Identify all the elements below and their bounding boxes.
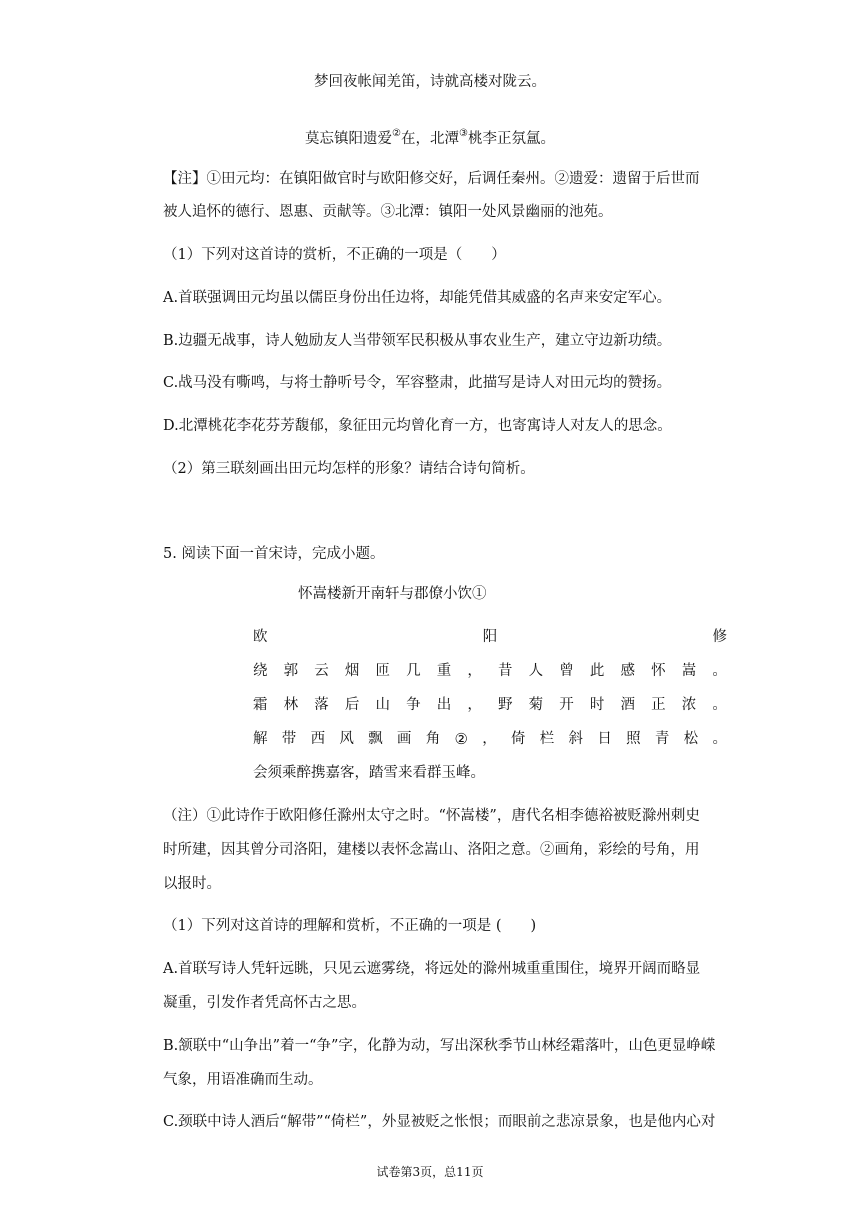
section5-option-b-line2: 气象，用语准确而生动。 [163,1072,323,1088]
author-char: 阳 [482,629,498,645]
poem-char: 栏 [539,731,555,747]
poem-char: 落 [314,697,329,713]
annotation-marker-2: ② [392,128,401,139]
author-char: 修 [712,629,727,645]
poem-char: 倚 [510,731,526,747]
question-1-option-c: C.战马没有嘶鸣，与将士静听号令，军容整肃，此描写是诗人对田元均的赞扬。 [163,375,672,391]
poem-char: 酒 [620,697,635,713]
poem-char: 匝 [375,663,390,679]
poem-char: 争 [406,697,421,713]
poem-char: 解 [253,731,268,747]
poem-char: 绕 [253,663,268,679]
poem-char: ， [482,731,497,747]
poem2-row3 [253,729,727,749]
poem-char: 几 [406,663,421,679]
question-1-option-b: B.边疆无战事，诗人勉励友人当带领军民积极从事农业生产，建立守边新功绩。 [163,333,672,349]
notes1-line2: 被人追怀的德行、恩惠、贡献等。③北潭：镇阳一处风景幽丽的池苑。 [163,204,613,220]
poem1-line3: 梦回夜帐闻羌笛，诗就高楼对陇云。 [314,74,546,90]
poem-char: 时 [589,697,605,713]
poem1-line4-text-c: 桃李正氛氲。 [467,131,555,147]
annotation-marker-3: ③ [459,128,468,139]
poem-char: 照 [626,731,641,747]
section5-option-b-line1: B.颔联中“山争出”着一“争”字，化静为动，写出深秋季节山林经霜落叶，山色更显峥嵘 [163,1038,716,1054]
poem-char: 风 [339,731,354,747]
poem-char: ， [467,663,482,679]
annotation-marker-2: ② [454,730,468,748]
poem-char: 西 [310,731,326,747]
notes2-line2: 时所建，因其曾分司洛阳，建楼以表怀念嵩山、洛阳之意。②画角，彩绘的号角，用 [163,842,700,858]
poem-char: 霜 [253,697,268,713]
poem2-author [253,627,727,647]
poem-char: 正 [651,697,666,713]
poem-char: 松 [683,731,699,747]
poem2-row1 [253,661,727,681]
question-1-option-d: D.北潭桃花李花芬芳馥郁，象征田元均曾化育一方，也寄寓诗人对友人的思念。 [163,418,672,434]
poem-char: 云 [314,663,329,679]
poem-char: 此 [589,663,605,679]
question-1-option-a: A.首联强调田元均虽以儒臣身份出任边将，却能凭借其威盛的名声来安定军心。 [163,290,672,306]
poem-char: 青 [654,731,670,747]
page-footer: 试卷第3页，总11页 [376,1165,484,1179]
poem-char: 郭 [283,663,299,679]
poem-char: 嵩 [681,663,697,679]
poem-char: 重 [436,663,452,679]
notes1-line1: 【注】①田元均：在镇阳做官时与欧阳修交好，后调任秦州。②遗爱：遗留于后世而 [163,171,700,187]
poem-char: ， [467,697,482,713]
section5-question-1-stem: （1）下列对这首诗的理解和赏析，不正确的一项是 ( ) [163,918,537,934]
notes2-line3: 以报时。 [163,876,221,892]
section5-option-a-line2: 凝重，引发作者凭高怀古之思。 [163,995,366,1011]
section5-option-a-line1: A.首联写诗人凭轩远眺，只见云遮雾绕，将远处的滁州城重重围住，境界开阔而略显 [163,961,701,977]
poem-char: 山 [375,697,390,713]
poem-char: 昔 [498,663,513,679]
section5-option-c-line1: C.颈联中诗人酒后“解带”“倚栏”，外显被贬之怅恨；而眼前之悲凉景象，也是他内心对 [163,1114,716,1130]
poem-char: 带 [281,731,297,747]
poem-char: 烟 [344,663,360,679]
notes2-line1: （注）①此诗作于欧阳修任滁州太守之时。“怀嵩楼”，唐代名相李德裕被贬滁州刺史 [163,808,700,824]
poem1-line4 [0,124,860,149]
poem-char: 菊 [528,697,544,713]
poem2-row2 [253,695,727,715]
poem-char: 。 [712,697,727,713]
poem-char: 画 [396,731,412,747]
poem-char: 浓 [681,697,697,713]
poem-char: 开 [559,697,574,713]
question-1-stem: （1）下列对这首诗的赏析，不正确的一项是（ ） [163,247,506,263]
poem-char: 。 [712,663,727,679]
poem-char: 日 [597,731,612,747]
poem-char: 林 [283,697,299,713]
poem-char: 感 [620,663,635,679]
poem-char: 飘 [368,731,383,747]
poem-char: 曾 [559,663,574,679]
poem-char: 野 [498,697,513,713]
poem2-row4: 会须乘醉携嘉客，踏雪来看群玉峰。 [253,765,485,781]
poem1-line4-text-a: 莫忘镇阳遗爱 [305,131,393,147]
poem-char: 怀 [651,663,666,679]
poem-char: 。 [712,731,727,747]
poem-char: 出 [436,697,452,713]
section-5-heading: 5. 阅读下面一首宋诗，完成小题。 [163,546,385,562]
poem-char: 斜 [568,731,584,747]
poem1-line4-text-b: 在，北潭 [401,131,459,147]
poem-char: 人 [528,663,544,679]
question-2-stem: （2）第三联刻画出田元均怎样的形象？请结合诗句简析。 [163,461,535,477]
poem2-title: 怀嵩楼新开南轩与郡僚小饮① [298,586,487,602]
poem-char: 后 [344,697,360,713]
author-char: 欧 [253,629,268,645]
poem-char: 角 [425,731,441,747]
